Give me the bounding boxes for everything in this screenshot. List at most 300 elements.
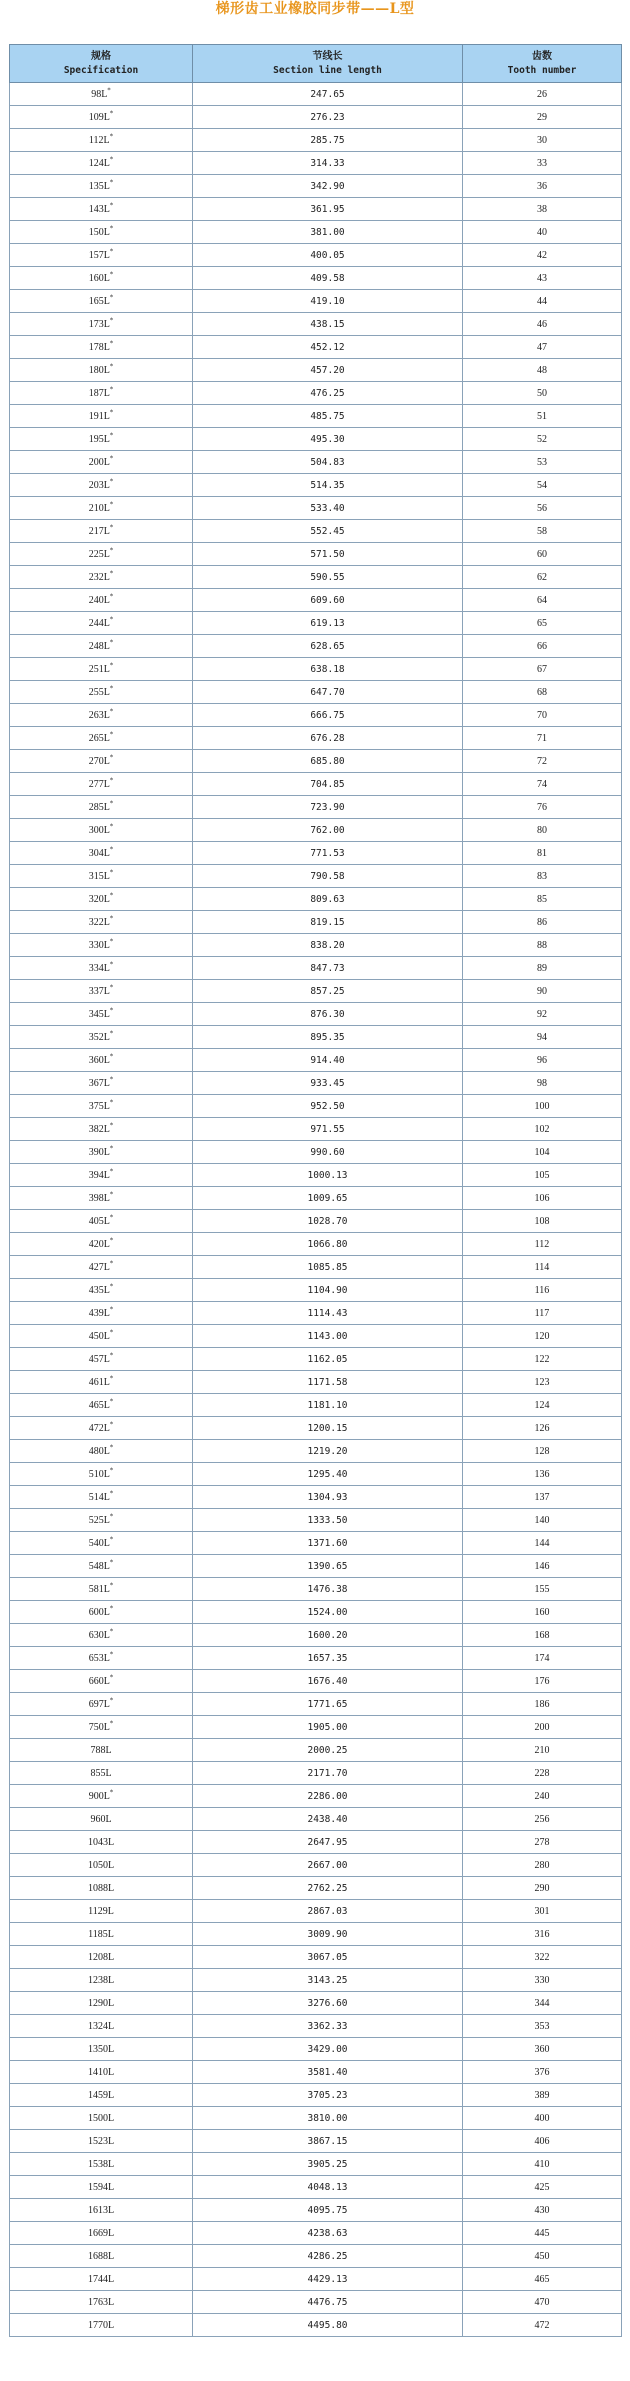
header-length-cn: 节线长 <box>312 50 343 62</box>
table-header-row <box>10 45 622 83</box>
header-section-line-length <box>193 45 463 83</box>
length-cell: 1114.43 <box>193 1302 463 1325</box>
spec-value: 1538L <box>87 2158 115 2170</box>
spec-value: 450L <box>88 1330 110 1342</box>
length-cell: 1476.38 <box>193 1578 463 1601</box>
spec-cell <box>10 2084 193 2107</box>
length-cell: 247.65 <box>193 83 463 106</box>
spec-value: 244L <box>88 617 110 629</box>
table-row <box>10 175 622 198</box>
star-mark: * <box>109 615 114 624</box>
table-row <box>10 1739 622 1762</box>
length-cell: 857.25 <box>193 980 463 1003</box>
spec-cell <box>10 152 193 175</box>
length-cell: 819.15 <box>193 911 463 934</box>
tooth-cell: 29 <box>463 106 622 129</box>
tooth-cell: 26 <box>463 83 622 106</box>
length-cell: 1028.70 <box>193 1210 463 1233</box>
tooth-cell: 240 <box>463 1785 622 1808</box>
table-row <box>10 773 622 796</box>
spec-cell <box>10 1624 193 1647</box>
length-cell: 342.90 <box>193 175 463 198</box>
spec-cell <box>10 1739 193 1762</box>
table-row <box>10 2245 622 2268</box>
star-mark: * <box>109 1397 114 1406</box>
star-mark: * <box>109 1489 114 1498</box>
table-row <box>10 888 622 911</box>
tooth-cell: 48 <box>463 359 622 382</box>
tooth-cell: 330 <box>463 1969 622 1992</box>
length-cell: 1200.15 <box>193 1417 463 1440</box>
table-row <box>10 405 622 428</box>
length-cell: 952.50 <box>193 1095 463 1118</box>
spec-cell <box>10 1532 193 1555</box>
table-row <box>10 1026 622 1049</box>
page-title: 梯形齿工业橡胶同步带——L型 <box>215 1 415 17</box>
table-row <box>10 106 622 129</box>
table-row <box>10 796 622 819</box>
tooth-cell: 83 <box>463 865 622 888</box>
spec-value: 352L <box>88 1031 110 1043</box>
star-mark: * <box>109 1236 114 1245</box>
table-row <box>10 1532 622 1555</box>
star-mark: * <box>109 1719 114 1728</box>
star-mark: * <box>109 477 114 486</box>
spec-cell <box>10 313 193 336</box>
length-cell: 485.75 <box>193 405 463 428</box>
tooth-cell: 128 <box>463 1440 622 1463</box>
table-row <box>10 1785 622 1808</box>
spec-cell <box>10 1417 193 1440</box>
table-row <box>10 1141 622 1164</box>
length-cell: 400.05 <box>193 244 463 267</box>
spec-cell <box>10 543 193 566</box>
tooth-cell: 344 <box>463 1992 622 2015</box>
spec-cell <box>10 704 193 727</box>
length-cell: 638.18 <box>193 658 463 681</box>
length-cell: 676.28 <box>193 727 463 750</box>
spec-cell <box>10 796 193 819</box>
spec-value: 427L <box>88 1261 110 1273</box>
star-mark: * <box>109 730 114 739</box>
spec-value: 225L <box>88 548 110 560</box>
table-row <box>10 842 622 865</box>
tooth-cell: 389 <box>463 2084 622 2107</box>
table-row <box>10 313 622 336</box>
length-cell: 1657.35 <box>193 1647 463 1670</box>
table-row <box>10 1118 622 1141</box>
spec-value: 265L <box>88 732 110 744</box>
star-mark: * <box>109 937 114 946</box>
table-row <box>10 2130 622 2153</box>
star-mark: * <box>109 546 114 555</box>
length-cell: 1524.00 <box>193 1601 463 1624</box>
spec-cell <box>10 2107 193 2130</box>
table-row <box>10 1279 622 1302</box>
tooth-cell: 56 <box>463 497 622 520</box>
length-cell: 647.70 <box>193 681 463 704</box>
table-row <box>10 819 622 842</box>
table-row <box>10 1877 622 1900</box>
tooth-cell: 86 <box>463 911 622 934</box>
star-mark: * <box>109 1305 114 1314</box>
tooth-cell: 116 <box>463 1279 622 1302</box>
length-cell: 1143.00 <box>193 1325 463 1348</box>
table-row <box>10 1371 622 1394</box>
spec-value: 277L <box>88 778 110 790</box>
length-cell: 314.33 <box>193 152 463 175</box>
star-mark: * <box>109 1098 114 1107</box>
length-cell: 847.73 <box>193 957 463 980</box>
star-mark: * <box>109 1029 114 1038</box>
tooth-cell: 85 <box>463 888 622 911</box>
spec-value: 398L <box>88 1192 110 1204</box>
table-row <box>10 934 622 957</box>
table-row <box>10 2084 622 2107</box>
table-row <box>10 566 622 589</box>
length-cell: 1085.85 <box>193 1256 463 1279</box>
tooth-cell: 425 <box>463 2176 622 2199</box>
spec-cell <box>10 1601 193 1624</box>
tooth-cell: 465 <box>463 2268 622 2291</box>
tooth-cell: 51 <box>463 405 622 428</box>
star-mark: * <box>109 408 114 417</box>
length-cell: 438.15 <box>193 313 463 336</box>
table-row <box>10 2061 622 2084</box>
spec-cell <box>10 1049 193 1072</box>
star-mark: * <box>109 1512 114 1521</box>
length-cell: 3429.00 <box>193 2038 463 2061</box>
length-cell: 419.10 <box>193 290 463 313</box>
table-row <box>10 1417 622 1440</box>
spec-value: 630L <box>88 1629 110 1641</box>
star-mark: * <box>109 1006 114 1015</box>
star-mark: * <box>109 868 114 877</box>
spec-value: 525L <box>88 1514 110 1526</box>
table-row <box>10 1302 622 1325</box>
table-row <box>10 1256 622 1279</box>
spec-cell <box>10 1670 193 1693</box>
tooth-cell: 360 <box>463 2038 622 2061</box>
table-row <box>10 1969 622 1992</box>
length-cell: 1009.65 <box>193 1187 463 1210</box>
spec-cell <box>10 83 193 106</box>
spec-value: 1669L <box>87 2227 115 2239</box>
tooth-cell: 122 <box>463 1348 622 1371</box>
star-mark: * <box>109 1627 114 1636</box>
spec-cell <box>10 1716 193 1739</box>
length-cell: 1600.20 <box>193 1624 463 1647</box>
spec-cell <box>10 2291 193 2314</box>
spec-cell <box>10 2061 193 2084</box>
star-mark: * <box>109 454 114 463</box>
table-row <box>10 428 622 451</box>
tooth-cell: 322 <box>463 1946 622 1969</box>
table-row <box>10 1555 622 1578</box>
spec-value: 435L <box>88 1284 110 1296</box>
spec-cell <box>10 2268 193 2291</box>
table-row <box>10 612 622 635</box>
tooth-cell: 105 <box>463 1164 622 1187</box>
spec-value: 124L <box>88 157 110 169</box>
header-teeth-cn: 齿数 <box>532 50 552 62</box>
table-row <box>10 1486 622 1509</box>
length-cell: 704.85 <box>193 773 463 796</box>
spec-value: 195L <box>88 433 110 445</box>
spec-cell <box>10 451 193 474</box>
length-cell: 1771.65 <box>193 1693 463 1716</box>
tooth-cell: 168 <box>463 1624 622 1647</box>
table-row <box>10 83 622 106</box>
spec-value: 285L <box>88 801 110 813</box>
tooth-cell: 406 <box>463 2130 622 2153</box>
star-mark: * <box>109 569 114 578</box>
spec-cell <box>10 1969 193 1992</box>
table-row <box>10 727 622 750</box>
spec-cell <box>10 1302 193 1325</box>
length-cell: 1390.65 <box>193 1555 463 1578</box>
length-cell: 3581.40 <box>193 2061 463 2084</box>
spec-value: 270L <box>88 755 110 767</box>
spec-cell <box>10 175 193 198</box>
spec-value: 248L <box>88 640 110 652</box>
table-row <box>10 474 622 497</box>
spec-cell <box>10 290 193 313</box>
spec-cell <box>10 1279 193 1302</box>
star-mark: * <box>109 1420 114 1429</box>
table-row <box>10 980 622 1003</box>
tooth-cell: 445 <box>463 2222 622 2245</box>
spec-value: 750L <box>88 1721 110 1733</box>
spec-value: 255L <box>88 686 110 698</box>
length-cell: 4048.13 <box>193 2176 463 2199</box>
spec-cell <box>10 1072 193 1095</box>
tooth-cell: 54 <box>463 474 622 497</box>
spec-cell <box>10 566 193 589</box>
table-row <box>10 635 622 658</box>
spec-cell <box>10 2314 193 2337</box>
spec-value: 653L <box>88 1652 110 1664</box>
table-row <box>10 2199 622 2222</box>
spec-cell <box>10 773 193 796</box>
spec-value: 788L <box>90 1744 112 1756</box>
table-row <box>10 244 622 267</box>
spec-cell <box>10 589 193 612</box>
table-row <box>10 2038 622 2061</box>
spec-cell <box>10 520 193 543</box>
length-cell: 3810.00 <box>193 2107 463 2130</box>
length-cell: 1676.40 <box>193 1670 463 1693</box>
tooth-cell: 64 <box>463 589 622 612</box>
spec-cell <box>10 2038 193 2061</box>
spec-cell <box>10 1900 193 1923</box>
spec-value: 330L <box>88 939 110 951</box>
length-cell: 1171.58 <box>193 1371 463 1394</box>
tooth-cell: 256 <box>463 1808 622 1831</box>
tooth-cell: 44 <box>463 290 622 313</box>
spec-value: 1500L <box>87 2112 115 2124</box>
spec-value: 173L <box>88 318 110 330</box>
length-cell: 276.23 <box>193 106 463 129</box>
table-row <box>10 359 622 382</box>
spec-cell <box>10 1831 193 1854</box>
spec-cell <box>10 1555 193 1578</box>
spec-cell <box>10 1394 193 1417</box>
star-mark: * <box>109 132 114 141</box>
length-cell: 285.75 <box>193 129 463 152</box>
star-mark: * <box>109 914 114 923</box>
tooth-cell: 50 <box>463 382 622 405</box>
table-row <box>10 382 622 405</box>
star-mark: * <box>109 201 114 210</box>
table-row <box>10 1210 622 1233</box>
star-mark: * <box>109 1144 114 1153</box>
spec-cell <box>10 2130 193 2153</box>
length-cell: 1219.20 <box>193 1440 463 1463</box>
spec-value: 320L <box>88 893 110 905</box>
tooth-cell: 38 <box>463 198 622 221</box>
table-row <box>10 2222 622 2245</box>
tooth-cell: 120 <box>463 1325 622 1348</box>
header-spec-en: Specification <box>63 64 139 76</box>
star-mark: * <box>109 891 114 900</box>
length-cell: 571.50 <box>193 543 463 566</box>
star-mark: * <box>109 1696 114 1705</box>
length-cell: 895.35 <box>193 1026 463 1049</box>
spec-cell <box>10 1325 193 1348</box>
spec-value: 457L <box>88 1353 110 1365</box>
spec-value: 203L <box>88 479 110 491</box>
spec-value: 1050L <box>87 1859 115 1871</box>
length-cell: 3705.23 <box>193 2084 463 2107</box>
spec-value: 510L <box>88 1468 110 1480</box>
tooth-cell: 123 <box>463 1371 622 1394</box>
table-row <box>10 1854 622 1877</box>
tooth-cell: 43 <box>463 267 622 290</box>
spec-cell <box>10 129 193 152</box>
header-tooth-number <box>463 45 622 83</box>
spec-cell <box>10 1026 193 1049</box>
tooth-cell: 114 <box>463 1256 622 1279</box>
length-cell: 495.30 <box>193 428 463 451</box>
table-row <box>10 589 622 612</box>
star-mark: * <box>109 592 114 601</box>
table-row <box>10 1624 622 1647</box>
tooth-cell: 52 <box>463 428 622 451</box>
tooth-cell: 71 <box>463 727 622 750</box>
length-cell: 666.75 <box>193 704 463 727</box>
spec-value: 465L <box>88 1399 110 1411</box>
length-cell: 3067.05 <box>193 1946 463 1969</box>
star-mark: * <box>109 1282 114 1291</box>
star-mark: * <box>109 684 114 693</box>
spec-value: 855L <box>90 1767 112 1779</box>
spec-value: 600L <box>88 1606 110 1618</box>
star-mark: * <box>109 638 114 647</box>
star-mark: * <box>109 776 114 785</box>
table-row <box>10 2176 622 2199</box>
star-mark: * <box>109 293 114 302</box>
star-mark: * <box>109 178 114 187</box>
spec-cell <box>10 1923 193 1946</box>
table-row <box>10 1049 622 1072</box>
length-cell: 409.58 <box>193 267 463 290</box>
tooth-cell: 58 <box>463 520 622 543</box>
spec-value: 232L <box>88 571 110 583</box>
star-mark: * <box>109 523 114 532</box>
table-row <box>10 2314 622 2337</box>
length-cell: 628.65 <box>193 635 463 658</box>
spec-value: 337L <box>88 985 110 997</box>
spec-cell <box>10 1233 193 1256</box>
spec-value: 191L <box>88 410 110 422</box>
table-row <box>10 1003 622 1026</box>
spec-value: 150L <box>88 226 110 238</box>
spec-value: 165L <box>88 295 110 307</box>
spec-value: 360L <box>88 1054 110 1066</box>
spec-value: 660L <box>88 1675 110 1687</box>
spec-cell <box>10 2245 193 2268</box>
length-cell: 685.80 <box>193 750 463 773</box>
tooth-cell: 186 <box>463 1693 622 1716</box>
star-mark: * <box>109 431 114 440</box>
length-cell: 361.95 <box>193 198 463 221</box>
table-row <box>10 865 622 888</box>
star-mark: * <box>109 339 114 348</box>
table-row <box>10 1923 622 1946</box>
table-row <box>10 2107 622 2130</box>
star-mark: * <box>109 1167 114 1176</box>
tooth-cell: 67 <box>463 658 622 681</box>
tooth-cell: 53 <box>463 451 622 474</box>
tooth-cell: 70 <box>463 704 622 727</box>
spec-cell <box>10 221 193 244</box>
star-mark: * <box>109 224 114 233</box>
spec-value: 1043L <box>87 1836 115 1848</box>
table-row <box>10 704 622 727</box>
length-cell: 1104.90 <box>193 1279 463 1302</box>
spec-value: 367L <box>88 1077 110 1089</box>
table-row <box>10 497 622 520</box>
length-cell: 4095.75 <box>193 2199 463 2222</box>
spec-cell <box>10 1210 193 1233</box>
spec-cell <box>10 1003 193 1026</box>
spec-cell <box>10 1877 193 1900</box>
tooth-cell: 176 <box>463 1670 622 1693</box>
star-mark: * <box>109 500 114 509</box>
tooth-cell: 278 <box>463 1831 622 1854</box>
table-row <box>10 1601 622 1624</box>
length-cell: 1000.13 <box>193 1164 463 1187</box>
spec-value: 200L <box>88 456 110 468</box>
length-cell: 4238.63 <box>193 2222 463 2245</box>
table-row <box>10 1578 622 1601</box>
table-row <box>10 2268 622 2291</box>
length-cell: 1181.10 <box>193 1394 463 1417</box>
table-row <box>10 336 622 359</box>
tooth-cell: 228 <box>463 1762 622 1785</box>
spec-value: 1129L <box>88 1905 114 1917</box>
spec-cell <box>10 1348 193 1371</box>
table-row <box>10 2015 622 2038</box>
spec-cell <box>10 2199 193 2222</box>
spec-value: 1594L <box>87 2181 115 2193</box>
table-row <box>10 1647 622 1670</box>
spec-cell <box>10 1946 193 1969</box>
table-row <box>10 2291 622 2314</box>
table-row <box>10 1716 622 1739</box>
spec-cell <box>10 1762 193 1785</box>
